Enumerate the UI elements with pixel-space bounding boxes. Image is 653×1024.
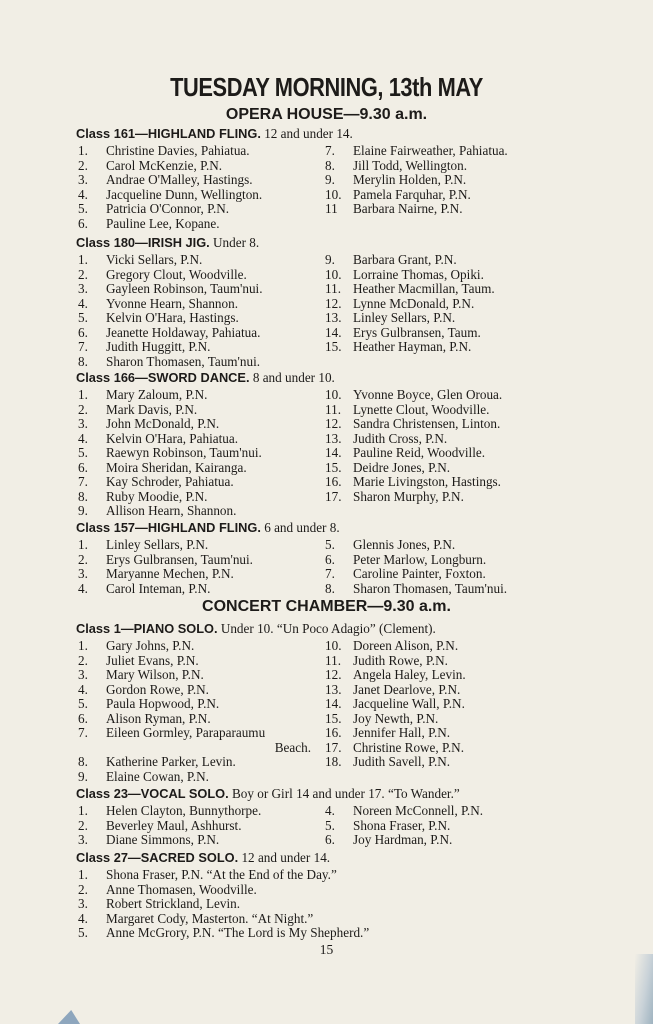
entry-name: Marie Livingston, Hastings. <box>353 474 501 489</box>
entry-row <box>78 804 261 819</box>
entry-number: 2. <box>78 551 88 567</box>
entry-row <box>325 712 466 727</box>
entry-number: 4. <box>78 910 88 926</box>
class-detail: 8 and under 10. <box>249 370 335 385</box>
entry-name: Juliet Evans, P.N. <box>106 652 199 668</box>
entry-row <box>78 819 261 834</box>
entry-row <box>78 770 311 785</box>
class-detail: Under 10. “Un Poco Adagio” (Clement). <box>217 621 436 636</box>
entry-number: 2. <box>78 652 88 668</box>
entry-name: Jacqueline Dunn, Wellington. <box>106 186 263 202</box>
entry-number: 17. <box>325 488 342 504</box>
entry-number: 15. <box>325 459 342 475</box>
entry-row <box>78 297 263 312</box>
entry-number: 5. <box>325 537 335 552</box>
entry-number: 9. <box>325 252 335 267</box>
entry-row <box>325 159 508 174</box>
entry-row <box>78 897 369 912</box>
entry-name: Beverley Maul, Ashhurst. <box>106 817 242 833</box>
entry-name: Sharon Thomasen, Taum'nui. <box>353 580 508 596</box>
entry-row <box>78 912 369 927</box>
entry-row <box>78 311 263 326</box>
class-heading <box>76 235 259 251</box>
entry-row <box>325 340 495 355</box>
entry-column-left <box>78 538 253 596</box>
entry-row <box>78 490 262 505</box>
entry-column-left <box>78 388 262 519</box>
entry-name: Andrae O'Malley, Hastings. <box>106 172 253 187</box>
entry-name: Doreen Alison, P.N. <box>353 638 459 653</box>
entry-name: Yvonne Hearn, Shannon. <box>106 295 238 311</box>
entry-row <box>78 868 369 883</box>
page-fold-edge <box>635 954 653 1024</box>
entry-column-right <box>325 144 508 217</box>
entry-row <box>78 712 311 727</box>
entry-name: Pauline Reid, Woodville. <box>353 445 486 460</box>
entry-number: 6. <box>325 832 335 847</box>
entry-number: 1. <box>78 867 88 882</box>
entry-name: Judith Savell, P.N. <box>353 754 451 769</box>
entry-column-right <box>325 639 466 770</box>
class-heading <box>76 126 353 142</box>
entry-number: 11. <box>325 281 341 296</box>
entry-name: Barbara Grant, P.N. <box>353 252 457 267</box>
class-heading <box>76 850 330 866</box>
entry-name: Maryanne Mechen, P.N. <box>106 566 234 581</box>
entry-number: 9. <box>325 172 335 187</box>
entry-number: 11. <box>325 652 341 668</box>
entry-row <box>325 253 495 268</box>
entry-number: 3. <box>78 896 88 911</box>
entry-name: Allison Hearn, Shannon. <box>106 503 237 518</box>
entry-row <box>325 268 495 283</box>
entry-name: Peter Marlow, Longburn. <box>353 551 487 567</box>
entry-number: 3. <box>78 416 88 431</box>
entry-number: 9. <box>78 503 88 518</box>
entry-column-left <box>78 144 262 231</box>
entry-name: Robert Strickland, Levin. <box>106 896 241 911</box>
class-heading <box>76 370 335 386</box>
entry-number: 5. <box>78 925 88 940</box>
entry-row <box>78 403 262 418</box>
entry-row <box>325 202 508 217</box>
entry-name: Caroline Painter, Foxton. <box>353 566 486 581</box>
entry-row <box>325 403 502 418</box>
entry-name: Linley Sellars, P.N. <box>106 537 209 552</box>
entry-column-right <box>325 804 483 848</box>
entry-number: 14. <box>325 696 342 711</box>
class-detail: 6 and under 8. <box>260 520 340 535</box>
entry-number: 7. <box>78 474 88 489</box>
entry-name: Margaret Cody, Masterton. “At Night.” <box>106 910 314 926</box>
entry-column-right <box>325 538 507 596</box>
entry-number: 18. <box>325 754 342 769</box>
entry-number: 8. <box>78 353 88 369</box>
entry-row <box>325 490 502 505</box>
entry-row <box>325 538 507 553</box>
entry-row <box>325 432 502 447</box>
entry-name: Sharon Thomasen, Taum'nui. <box>106 353 261 369</box>
entry-number: 5. <box>78 310 88 325</box>
entry-name: Pamela Farquhar, P.N. <box>353 186 471 202</box>
entry-row <box>78 202 262 217</box>
entry-row <box>325 726 466 741</box>
entry-number: 15. <box>325 710 342 726</box>
entry-name: Erys Gulbransen, Taum'nui. <box>106 551 253 567</box>
entry-number: 15. <box>325 339 342 354</box>
entry-name: Noreen McConnell, P.N. <box>353 803 484 818</box>
entry-row <box>325 417 502 432</box>
entry-number: 6. <box>325 551 335 567</box>
page-title: TUESDAY MORNING, 13th MAY <box>170 72 483 102</box>
entry-name: Lynette Clout, Woodville. <box>353 401 490 417</box>
class-detail: Boy or Girl 14 and under 17. “To Wander.” <box>228 786 460 801</box>
entry-row <box>78 173 262 188</box>
entry-row <box>325 311 495 326</box>
entry-number: 7. <box>325 143 335 158</box>
entry-name: Gayleen Robinson, Taum'nui. <box>106 281 263 296</box>
class-heading <box>76 520 340 536</box>
entry-row <box>78 654 311 669</box>
entry-row <box>78 268 263 283</box>
entry-name: Diane Simmons, P.N. <box>106 832 220 847</box>
entry-row <box>325 741 466 756</box>
entry-number: 6. <box>78 459 88 475</box>
entry-name: Shona Fraser, P.N. <box>353 817 451 833</box>
entry-name: Christine Rowe, P.N. <box>353 739 464 755</box>
entry-number: 2. <box>78 401 88 417</box>
entry-row <box>325 755 466 770</box>
class-label: Class 23—VOCAL SOLO. <box>76 786 229 801</box>
entry-name: Deidre Jones, P.N. <box>353 459 451 475</box>
entry-row <box>78 883 369 898</box>
entry-number: 5. <box>78 696 88 711</box>
entry-name: Judith Cross, P.N. <box>353 430 448 446</box>
entry-row <box>325 668 466 683</box>
class-label: Class 180—IRISH JIG. <box>76 235 210 250</box>
entry-number: 3. <box>78 566 88 581</box>
entry-row <box>325 326 495 341</box>
entry-number: 3. <box>78 832 88 847</box>
entry-number: 10. <box>325 186 342 202</box>
entry-row <box>325 475 502 490</box>
entry-number: 10. <box>325 638 342 653</box>
entry-column-left <box>78 868 369 941</box>
entry-name: Ruby Moodie, P.N. <box>106 488 208 504</box>
entry-number: 13. <box>325 310 342 325</box>
class-label: Class 161—HIGHLAND FLING. <box>76 126 261 141</box>
entry-number: 1. <box>78 537 88 552</box>
entry-row <box>78 432 262 447</box>
entry-column-right <box>325 388 502 504</box>
entry-row <box>78 833 261 848</box>
entry-name: Gregory Clout, Woodville. <box>106 266 247 282</box>
entry-row <box>78 755 311 770</box>
entry-row <box>325 188 508 203</box>
entry-number: 16. <box>325 474 342 489</box>
entry-name: Kay Schroder, Pahiatua. <box>106 474 234 489</box>
entry-name: Patricia O'Connor, P.N. <box>106 201 230 216</box>
entry-name: Carol Inteman, P.N. <box>106 580 211 596</box>
entry-number: 8. <box>78 488 88 504</box>
class-label: Class 166—SWORD DANCE. <box>76 370 250 385</box>
entry-name: Jeanette Holdaway, Pahiatua. <box>106 324 261 340</box>
entry-name: Beach. <box>274 739 311 755</box>
entry-number: 16. <box>325 725 342 740</box>
entry-name: Raewyn Robinson, Taum'nui. <box>106 445 262 460</box>
entry-name: Christine Davies, Pahiatua. <box>106 143 250 158</box>
entry-name: Sharon Murphy, P.N. <box>353 488 464 504</box>
entry-number: 1. <box>78 143 88 158</box>
class-detail: Under 8. <box>209 235 260 250</box>
entry-name: Eileen Gormley, Paraparaumu <box>106 725 266 740</box>
entry-row <box>325 819 483 834</box>
entry-number: 9. <box>78 768 88 784</box>
entry-row <box>78 538 253 553</box>
entry-name: Jennifer Hall, P.N. <box>353 725 451 740</box>
entry-number: 11. <box>325 401 341 417</box>
entry-row <box>78 282 263 297</box>
entry-column-left <box>78 804 261 848</box>
class-heading <box>76 786 460 802</box>
entry-row <box>78 188 262 203</box>
entry-name: Glennis Jones, P.N. <box>353 537 456 552</box>
entry-row <box>78 417 262 432</box>
entry-number: 3. <box>78 172 88 187</box>
entry-number: 17. <box>325 739 342 755</box>
entry-number: 4. <box>78 186 88 202</box>
class-label: Class 27—SACRED SOLO. <box>76 850 239 865</box>
entry-row <box>325 683 466 698</box>
entry-row <box>325 144 508 159</box>
entry-name: Kelvin O'Hara, Pahiatua. <box>106 430 239 446</box>
page-corner-tear <box>58 1010 80 1024</box>
entry-row <box>78 683 311 698</box>
entry-name: Moira Sheridan, Kairanga. <box>106 459 247 475</box>
entry-row <box>325 388 502 403</box>
entry-row <box>78 697 311 712</box>
entry-name: Helen Clayton, Bunnythorpe. <box>106 803 262 818</box>
entry-name: Mark Davis, P.N. <box>106 401 198 417</box>
entry-name: Judith Rowe, P.N. <box>353 652 448 668</box>
venue-heading-opera-house: OPERA HOUSE—9.30 a.m. <box>225 106 428 123</box>
entry-name: John McDonald, P.N. <box>106 416 220 431</box>
entry-row <box>78 253 263 268</box>
entry-name: Heather Hayman, P.N. <box>353 339 472 354</box>
entry-name: Paula Hopwood, P.N. <box>106 696 220 711</box>
entry-row <box>78 639 311 654</box>
entry-number: 4. <box>78 681 88 697</box>
entry-number: 13. <box>325 681 342 697</box>
entry-number: 2. <box>78 157 88 173</box>
entry-row <box>78 217 262 232</box>
entry-number: 7. <box>325 566 335 581</box>
entry-name: Mary Zaloum, P.N. <box>106 387 208 402</box>
entry-row <box>78 668 311 683</box>
entry-name: Kelvin O'Hara, Hastings. <box>106 310 239 325</box>
entry-name: Mary Wilson, P.N. <box>106 667 204 682</box>
entry-row <box>78 446 262 461</box>
entry-row <box>325 567 507 582</box>
entry-name: Gary Johns, P.N. <box>106 638 195 653</box>
entry-row <box>78 926 369 941</box>
entry-number: 4. <box>78 580 88 596</box>
entry-row <box>325 282 495 297</box>
entry-number: 10. <box>325 266 342 282</box>
entry-name: Elaine Cowan, P.N. <box>106 768 209 784</box>
entry-row <box>325 833 483 848</box>
entry-number: 1. <box>78 638 88 653</box>
class-detail: 12 and under 14. <box>260 126 353 141</box>
entry-name: Yvonne Boyce, Glen Oroua. <box>353 387 503 402</box>
entry-number: 1. <box>78 387 88 402</box>
entry-name: Joy Newth, P.N. <box>353 710 439 726</box>
entry-name: Sandra Christensen, Linton. <box>353 416 501 431</box>
entry-name: Shona Fraser, P.N. “At the End of the Day.” <box>106 867 337 882</box>
class-heading <box>76 621 436 637</box>
page-number: 15 <box>319 942 334 957</box>
entry-name: Janet Dearlove, P.N. <box>353 681 461 697</box>
entry-row <box>325 461 502 476</box>
entry-number: 10. <box>325 387 342 402</box>
entry-number: 5. <box>78 445 88 460</box>
entry-row <box>325 173 508 188</box>
entry-row <box>325 446 502 461</box>
entry-name: Lorraine Thomas, Opiki. <box>353 266 484 282</box>
class-label: Class 1—PIANO SOLO. <box>76 621 218 636</box>
entry-name: Linley Sellars, P.N. <box>353 310 456 325</box>
entry-name: Alison Ryman, P.N. <box>106 710 211 726</box>
entry-name: Anne McGrory, P.N. “The Lord is My Shepherd.” <box>106 925 370 940</box>
entry-row <box>325 582 507 597</box>
entry-number: 1. <box>78 803 88 818</box>
entry-name: Carol McKenzie, P.N. <box>106 157 223 173</box>
entry-number: 5. <box>78 201 88 216</box>
entry-number: 1. <box>78 252 88 267</box>
entry-row <box>78 582 253 597</box>
entry-row <box>78 355 263 370</box>
entry-number: 6. <box>78 324 88 340</box>
entry-row <box>78 567 253 582</box>
entry-row <box>325 654 466 669</box>
entry-number: 8. <box>78 754 88 769</box>
entry-name: Lynne McDonald, P.N. <box>353 295 475 311</box>
entry-name: Angela Haley, Levin. <box>353 667 466 682</box>
entry-row <box>325 553 507 568</box>
entry-row <box>78 461 262 476</box>
entry-row <box>78 340 263 355</box>
entry-column-right <box>325 253 495 355</box>
entry-number: 7. <box>78 725 88 740</box>
entry-row <box>78 159 262 174</box>
entry-row <box>325 639 466 654</box>
entry-name: Merylin Holden, P.N. <box>353 172 467 187</box>
entry-number: 12. <box>325 667 342 682</box>
entry-number: 2. <box>78 266 88 282</box>
entry-number: 14. <box>325 324 342 340</box>
entry-name: Judith Huggitt, P.N. <box>106 339 211 354</box>
entry-name: Joy Hardman, P.N. <box>353 832 453 847</box>
entry-name: Gordon Rowe, P.N. <box>106 681 209 697</box>
entry-number: 13. <box>325 430 342 446</box>
entry-name: Katherine Parker, Levin. <box>106 754 236 769</box>
entry-row <box>78 388 262 403</box>
entry-row <box>325 697 466 712</box>
entry-number: 6. <box>78 710 88 726</box>
entry-row <box>78 553 253 568</box>
entry-column-left <box>78 639 311 784</box>
entry-name: Anne Thomasen, Woodville. <box>106 881 257 897</box>
entry-row <box>325 804 483 819</box>
entry-number: 4. <box>325 803 335 818</box>
entry-number: 2. <box>78 817 88 833</box>
entry-number: 5. <box>325 817 335 833</box>
entry-name: Elaine Fairweather, Pahiatua. <box>353 143 508 158</box>
entry-number: 7. <box>78 339 88 354</box>
class-detail: 12 and under 14. <box>238 850 331 865</box>
entry-number: 3. <box>78 667 88 682</box>
entry-number: 4. <box>78 430 88 446</box>
entry-number: 3. <box>78 281 88 296</box>
entry-name: Pauline Lee, Kopane. <box>106 215 220 231</box>
venue-heading-concert-chamber: CONCERT CHAMBER—9.30 a.m. <box>202 598 451 615</box>
entry-number: 2. <box>78 881 88 897</box>
entry-number: 12. <box>325 295 342 311</box>
entry-row <box>78 326 263 341</box>
entry-number: 8. <box>325 157 335 173</box>
entry-number: 11 <box>325 201 338 216</box>
entry-number: 8. <box>325 580 335 596</box>
entry-row <box>78 504 262 519</box>
entry-row <box>78 144 262 159</box>
entry-number: 14. <box>325 445 342 460</box>
entry-name: Heather Macmillan, Taum. <box>353 281 495 296</box>
entry-number: 6. <box>78 215 88 231</box>
entry-row <box>325 297 495 312</box>
entry-name: Jacqueline Wall, P.N. <box>353 696 465 711</box>
entry-row <box>78 475 262 490</box>
entry-name: Barbara Nairne, P.N. <box>353 201 463 216</box>
entry-name: Vicki Sellars, P.N. <box>106 252 203 267</box>
entry-name: Jill Todd, Wellington. <box>353 157 468 173</box>
class-label: Class 157—HIGHLAND FLING. <box>76 520 261 535</box>
entry-name: Erys Gulbransen, Taum. <box>353 324 481 340</box>
entry-row <box>78 726 311 741</box>
entry-number: 12. <box>325 416 342 431</box>
entry-row <box>78 741 311 756</box>
entry-number: 4. <box>78 295 88 311</box>
entry-column-left <box>78 253 263 369</box>
